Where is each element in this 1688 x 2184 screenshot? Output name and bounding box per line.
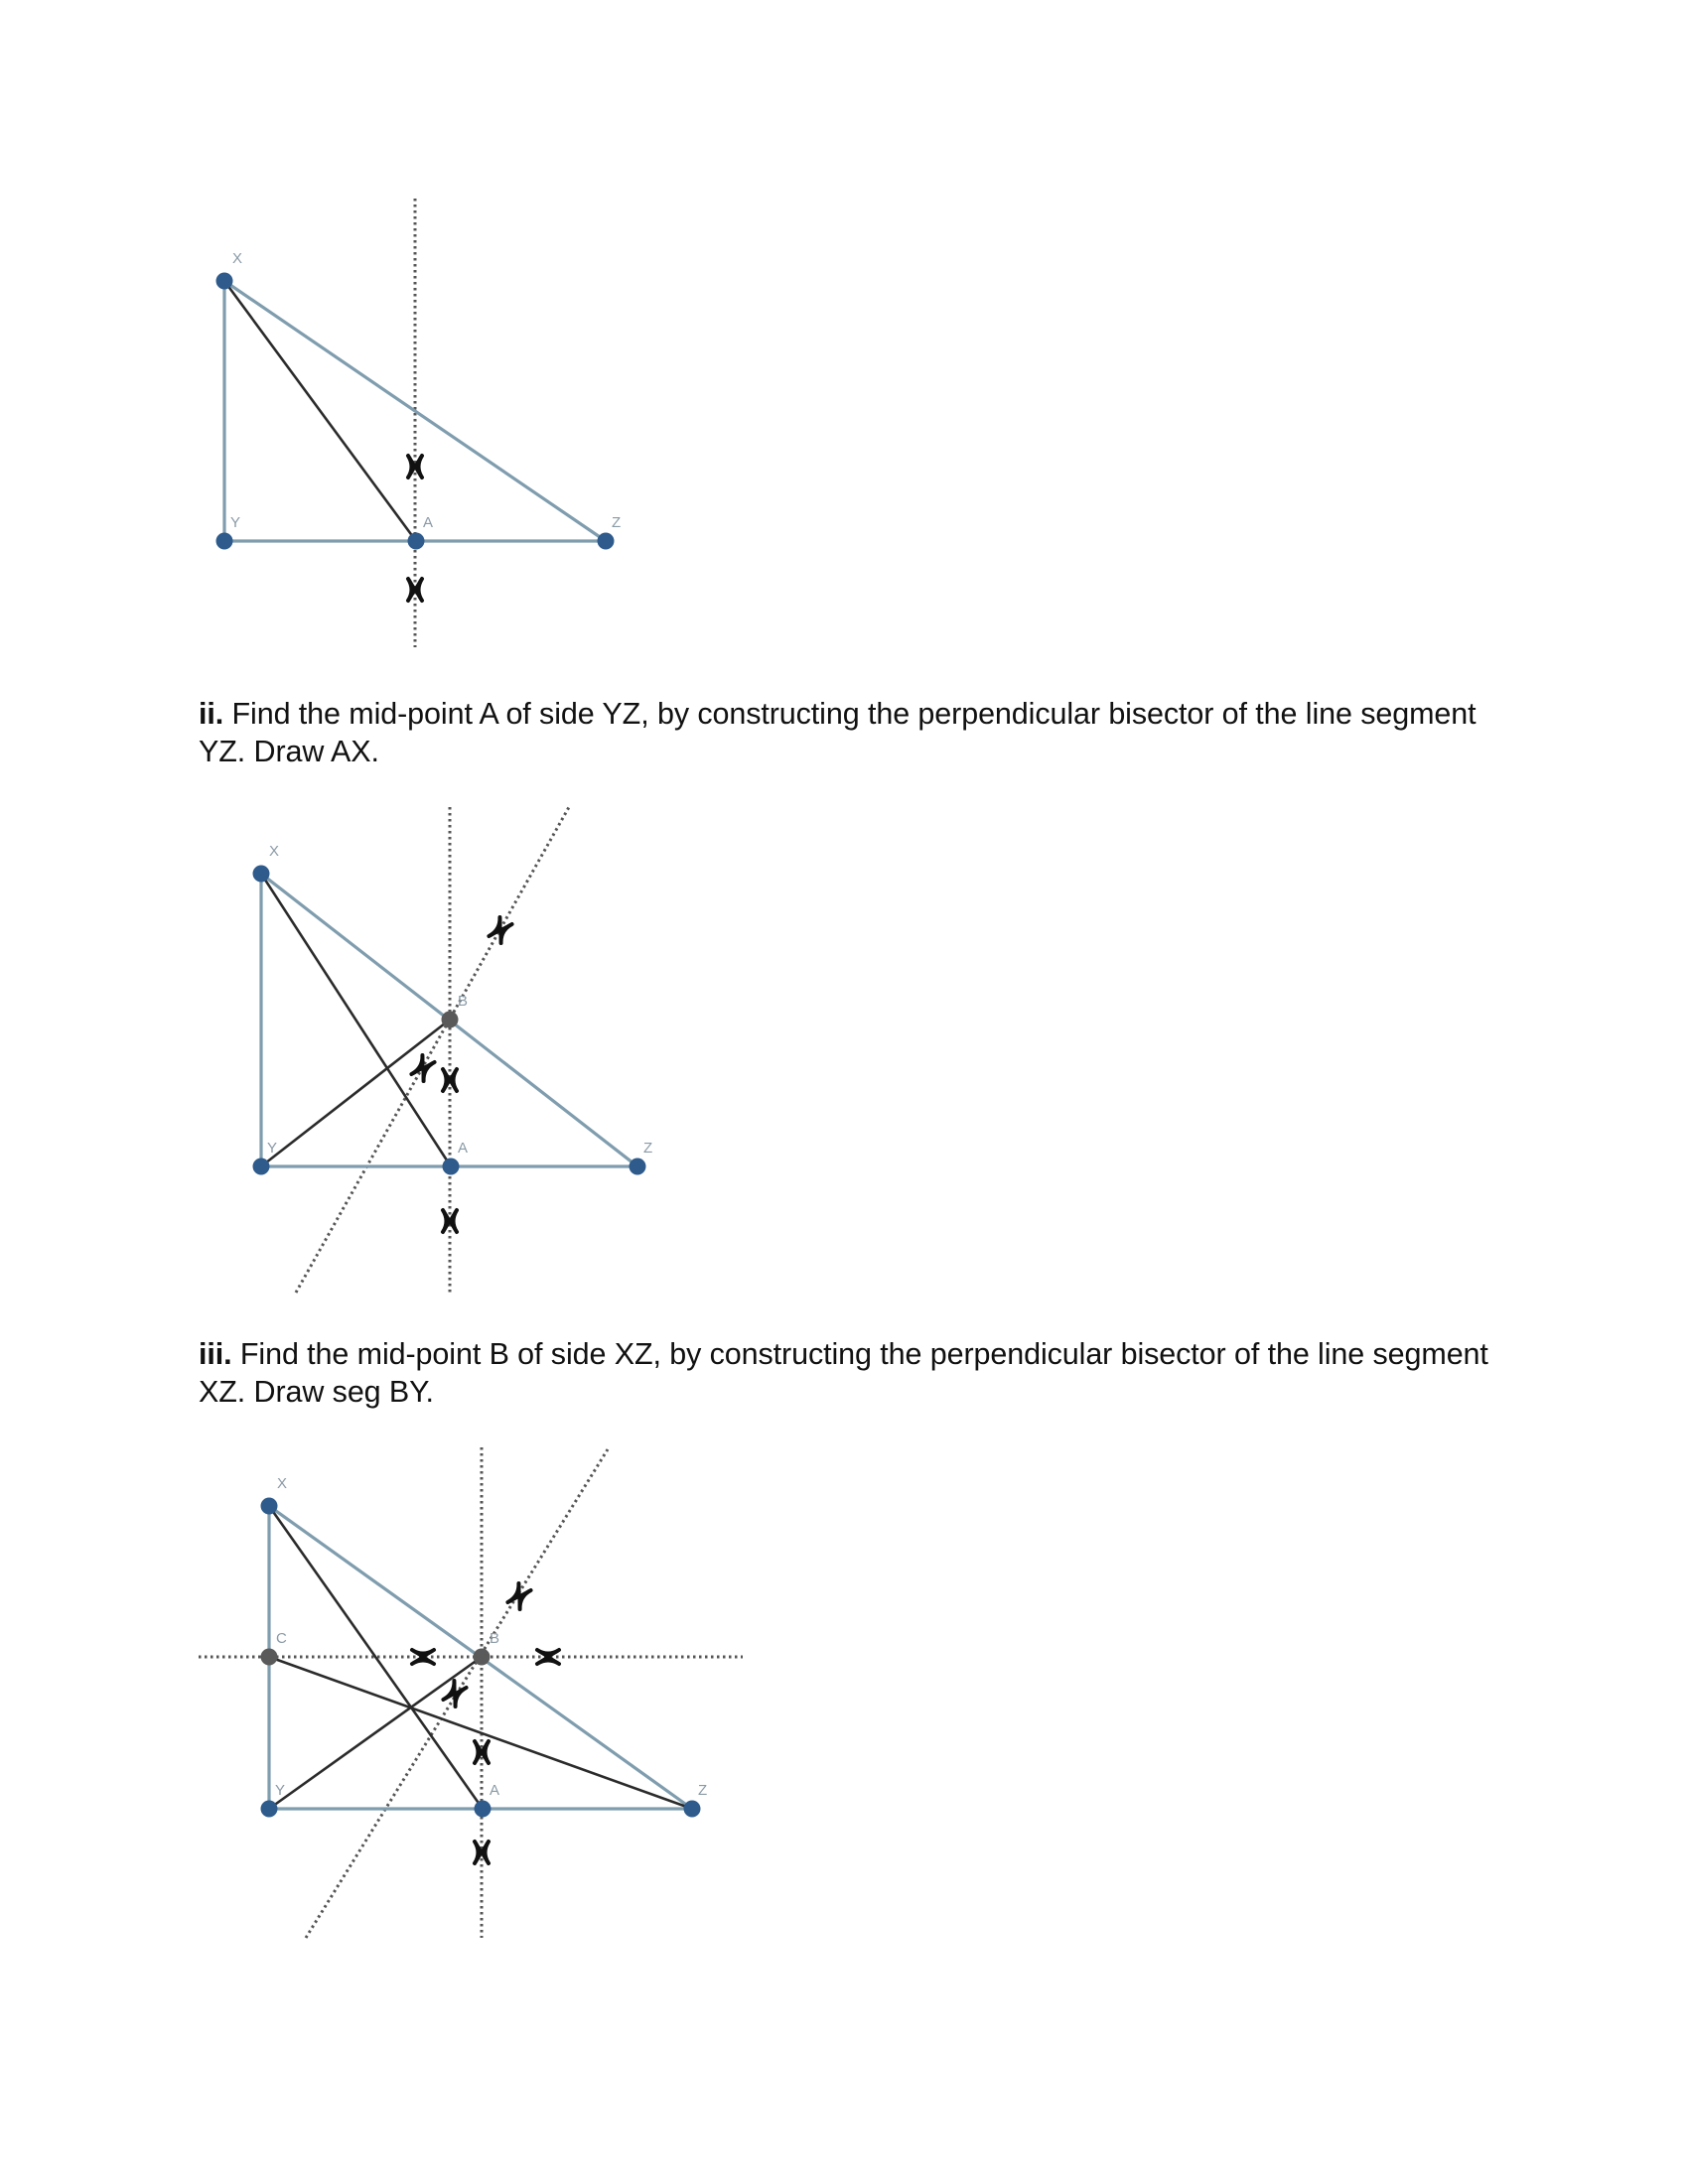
arc-intersection-mark-icon <box>507 1583 530 1609</box>
perpendicular-bisector-line <box>296 807 569 1293</box>
step-iii-number: iii. <box>199 1337 232 1371</box>
arc-intersection-mark-icon <box>411 1055 434 1081</box>
diagram-step-ii <box>253 807 653 1293</box>
label-z: Z <box>612 514 622 531</box>
median-xa <box>224 281 416 541</box>
point-b <box>474 1649 491 1666</box>
median-yb <box>261 1020 450 1166</box>
label-z: Z <box>698 1782 708 1799</box>
diagram-step-i-figure <box>216 199 622 647</box>
label-a: A <box>423 514 434 531</box>
point-y <box>261 1801 278 1818</box>
label-y: Y <box>267 1140 278 1157</box>
label-b: B <box>458 993 469 1010</box>
label-a: A <box>490 1782 500 1799</box>
step-ii-text: Find the mid-point A of side YZ, by constructing the perpendicular bisector of the line segment YZ. Draw AX. <box>199 697 1477 768</box>
median-xa <box>261 874 451 1166</box>
step-ii-number: ii. <box>199 697 224 731</box>
point-a <box>408 533 425 550</box>
label-y: Y <box>275 1782 286 1799</box>
point-x <box>216 273 233 290</box>
step-ii-instruction <box>199 695 1509 770</box>
point-a <box>475 1801 492 1818</box>
point-x <box>253 866 270 883</box>
point-y <box>216 533 233 550</box>
point-y <box>253 1159 270 1175</box>
point-z <box>630 1159 646 1175</box>
label-x: X <box>277 1475 288 1492</box>
label-c: C <box>276 1630 287 1647</box>
point-z <box>598 533 615 550</box>
median-cz <box>269 1657 692 1809</box>
label-y: Y <box>230 514 241 531</box>
point-x <box>261 1498 278 1515</box>
point-c <box>261 1649 278 1666</box>
label-a: A <box>458 1140 469 1157</box>
label-b: B <box>490 1630 500 1647</box>
label-x: X <box>269 843 280 860</box>
point-b <box>442 1012 459 1028</box>
arc-intersection-mark-icon <box>475 1741 489 1763</box>
step-iii-text: Find the mid-point B of side XZ, by constructing the perpendicular bisector of the line segment XZ. Draw seg BY. <box>199 1337 1488 1409</box>
step-iii-instruction <box>199 1335 1509 1411</box>
point-a <box>443 1159 460 1175</box>
label-x: X <box>232 250 243 267</box>
diagram-step-iii <box>199 1447 743 1938</box>
arc-intersection-mark-icon <box>489 917 511 943</box>
label-z: Z <box>643 1140 653 1157</box>
point-z <box>684 1801 701 1818</box>
median-yb <box>269 1657 482 1809</box>
